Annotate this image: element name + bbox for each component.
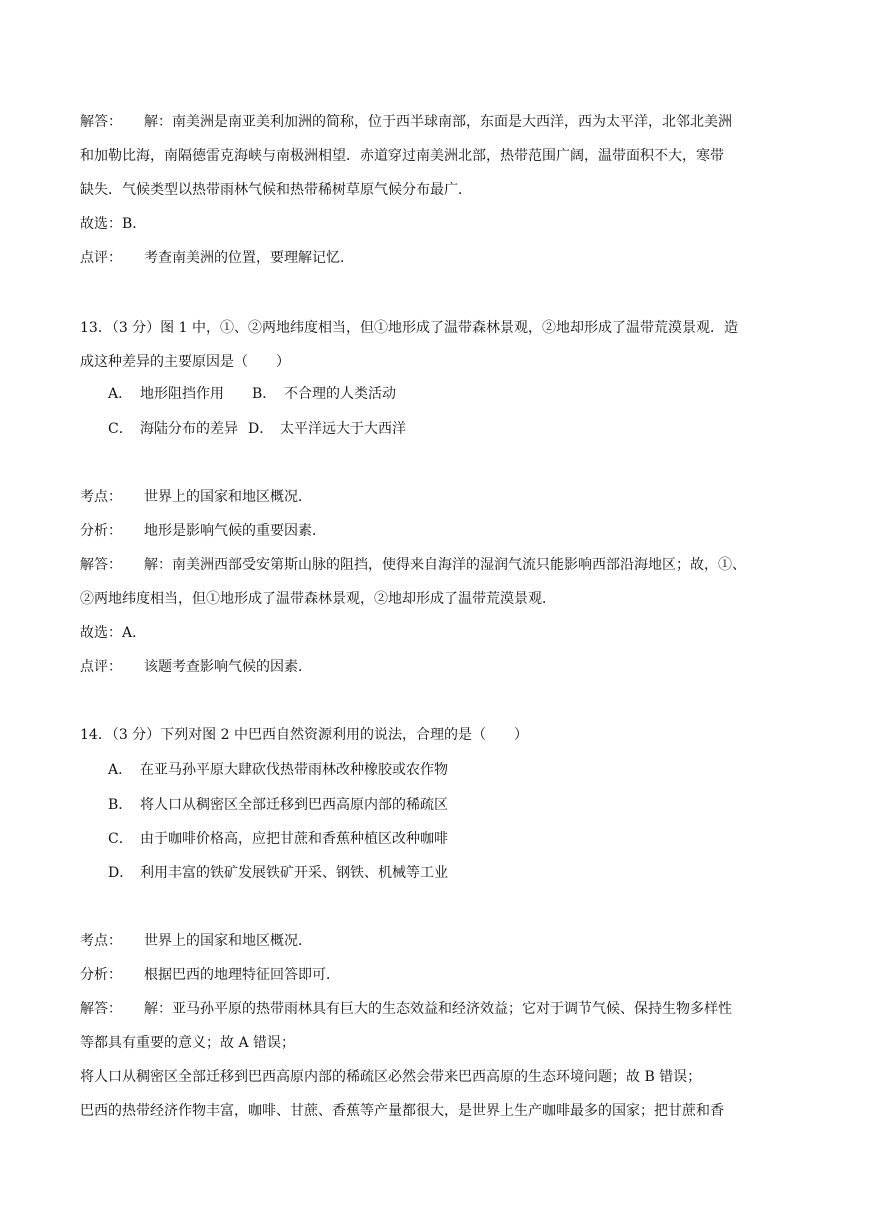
question-13-stem-continuation: 成这种差异的主要原因是（ ） [80, 354, 290, 370]
answer-line [80, 555, 746, 575]
answer-continuation: 和加勒比海，南隔德雷克海峡与南极洲相望．赤道穿过南美洲北部，热带范围广阔，温带面积不大，寒带 [80, 148, 724, 164]
option-letter: A． [108, 762, 133, 778]
answer-label: 解答： [80, 1001, 122, 1017]
choice-line: 故选：A． [80, 625, 147, 641]
option-text: 将人口从稠密区全部迁移到巴西高原内部的稀疏区 [140, 797, 448, 813]
kaodian-line [80, 931, 312, 951]
option-letter: D． [248, 421, 274, 437]
answer-text: 解：南美洲西部受安第斯山脉的阻挡，使得来自海洋的湿润气流只能影响西部沿海地区；故，①、 [144, 557, 746, 573]
answer-continuation: ②两地纬度相当，但①地形成了温带森林景观，②地却形成了温带荒漠景观． [80, 591, 556, 607]
question-14-option-b [108, 795, 448, 815]
fenxi-line [80, 965, 340, 985]
kaodian-line [80, 487, 312, 507]
option-letter: D． [108, 865, 134, 881]
answer-continuation: 巴西的热带经济作物丰富，咖啡、甘蔗、香蕉等产量都很大，是世界上生产咖啡最多的国家；把甘蔗和香 [80, 1103, 724, 1119]
review-text: 考查南美洲的位置，要理解记忆． [144, 250, 354, 266]
fenxi-label: 分析： [80, 967, 122, 983]
option-text: 利用丰富的铁矿发展铁矿开采、钢铁、机械等工业 [140, 865, 448, 881]
fenxi-text: 地形是影响气候的重要因素． [144, 523, 326, 539]
answer-line [80, 999, 732, 1019]
question-14-option-c [108, 829, 448, 849]
question-13-options-row-1 [108, 384, 396, 404]
question-13-options-row-2 [108, 419, 406, 439]
option-letter: A． [108, 386, 133, 402]
answer-continuation: 缺失．气候类型以热带雨林气候和热带稀树草原气候分布最广． [80, 182, 472, 198]
question-14-stem: 14．（3 分）下列对图 2 中巴西自然资源利用的说法，合理的是（ ） [80, 727, 528, 743]
kaodian-label: 考点： [80, 489, 122, 505]
answer-text: 解：南美洲是南亚美利加洲的简称，位于西半球南部，东面是大西洋，西为太平洋，北邻北美洲 [144, 114, 732, 130]
option-text: 海陆分布的差异 [140, 421, 238, 437]
fenxi-text: 根据巴西的地理特征回答即可． [144, 967, 340, 983]
answer-label: 解答： [80, 114, 122, 130]
answer-line [80, 112, 732, 132]
option-letter: C． [108, 421, 133, 437]
option-letter: B． [252, 386, 277, 402]
answer-label: 解答： [80, 557, 122, 573]
answer-continuation: 将人口从稠密区全部迁移到巴西高原内部的稀疏区必然会带来巴西高原的生态环境问题；故 B 错误； [80, 1069, 702, 1085]
kaodian-text: 世界上的国家和地区概况． [144, 933, 312, 949]
option-text: 太平洋远大于大西洋 [280, 421, 406, 437]
option-letter: C． [108, 831, 133, 847]
answer-text: 解：亚马孙平原的热带雨林具有巨大的生态效益和经济效益；它对于调节气候、保持生物多样性 [144, 1001, 732, 1017]
option-text: 地形阻挡作用 [140, 386, 224, 402]
fenxi-line [80, 521, 326, 541]
review-text: 该题考查影响气候的因素． [144, 659, 312, 675]
option-text: 在亚马孙平原大肆砍伐热带雨林改种橡胶或农作物 [140, 762, 448, 778]
fenxi-label: 分析： [80, 523, 122, 539]
review-label: 点评： [80, 250, 122, 266]
question-13-stem: 13．（3 分）图 1 中，①、②两地纬度相当，但①地形成了温带森林景观，②地却形成了温带荒漠景观．造 [80, 320, 738, 336]
question-14-option-a [108, 760, 448, 780]
option-text: 不合理的人类活动 [284, 386, 396, 402]
review-label: 点评： [80, 659, 122, 675]
answer-continuation: 等都具有重要的意义；故 A 错误； [80, 1035, 296, 1051]
review-line [80, 657, 312, 677]
question-14-option-d [108, 863, 448, 883]
kaodian-text: 世界上的国家和地区概况． [144, 489, 312, 505]
review-line [80, 248, 354, 268]
kaodian-label: 考点： [80, 933, 122, 949]
choice-line: 故选：B． [80, 216, 147, 232]
option-text: 由于咖啡价格高，应把甘蔗和香蕉种植区改种咖啡 [140, 831, 448, 847]
option-letter: B． [108, 797, 133, 813]
